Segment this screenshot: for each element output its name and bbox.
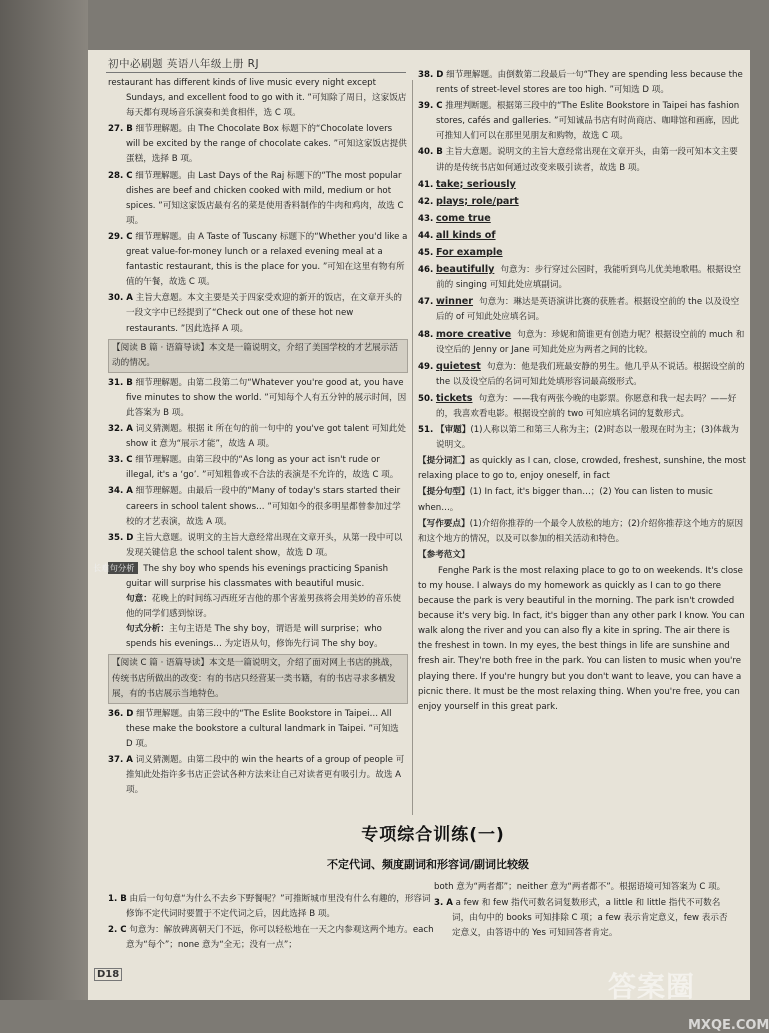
answer-explanation: 主旨大意题。说明文的主旨大意经常出现在文章开头，由第一段可知本文主要讲的是传统书店如何通过改变来吸引读者，故选 B 项。 — [436, 147, 738, 173]
answer-explanation: 主旨大意题。说明文的主旨大意经常出现在文章开头，从第一段中可以发现关键信息 the school talent show，故选 D 项。 — [126, 532, 403, 558]
answer-number: 2. C — [108, 925, 127, 935]
answer-explanation: a few 和 few 指代可数名词复数形式，a little 和 little 指代不可数名词，由句中的 books 可知排除 C 项；a few 表示肯定意义，few 表示否定意义，由答语中的 Yes 可知回答者肯定。 — [452, 898, 728, 938]
q51-number: 51. — [418, 425, 434, 436]
answer-number: 42. — [418, 196, 434, 207]
answer-word: beautifully — [435, 264, 495, 276]
analysis-label: 句式分析： — [126, 624, 169, 635]
answer-item — [108, 753, 408, 798]
long-sentence-tag: 长难句分析 — [108, 562, 138, 574]
answer-number: 38. D — [418, 70, 444, 80]
q51-points-text: (1)介绍你推荐的一个最令人放松的地方；(2)介绍你推荐这个地方的原因和这个地方的情况，以及可以参加的相关活动和特色。 — [418, 518, 744, 544]
q51-points-label: 【写作要点】 — [418, 518, 470, 529]
page-shadow — [0, 0, 88, 1000]
answer-item — [108, 422, 408, 452]
column-divider — [412, 80, 413, 815]
answer-explanation: 细节理解题。由第三段中的“The Eslite Bookstore in Taipei… All these make the bookstore a cultural landmark in Taipei. ”可知选 D 项。 — [126, 708, 399, 749]
fill-answer-item — [418, 391, 746, 422]
model-essay-paragraph: Fenghe Park is the most relaxing place to go to on weekends. It's close to my house. I always do my homework as quickly as I can to go there because the park is very beautiful in the morning. The park isn't crowded because it's very big. In fact, it's bigger than any other park I know. You can walk along the river and you can also fly a kite in spring. The air there is the freshest in town. In my eyes, the best things in life are sunshine and fresh air. They're both free in the park. You can listen to music when you're playing there. If you're hungry but you don't want to leave, you can have a picnic there. It must be the most relaxing thing. When you're free, you can enjoy yourself in this great park. — [418, 565, 745, 712]
answer-number: 47. — [418, 297, 434, 308]
meaning-text: 花晚上的时间练习西班牙吉他的那个害羞男孩将会用美妙的音乐使他的同学们感到惊讶。 — [126, 594, 402, 620]
fill-answer-item — [418, 245, 746, 261]
answer-item — [434, 896, 734, 941]
answer-explanation: 句意为：——我有两张今晚的电影票。你愿意和我一起去吗？——好的，我喜欢看电影。根据设空前的 two 可知应填名词的复数形式。 — [436, 393, 737, 419]
right-column — [418, 68, 746, 868]
answer-number: 29. C — [108, 231, 133, 242]
answer-explanation: 细节理解题。由第三段中的“As long as your act isn't rude or illegal, it's a ‘go’. ”可知粗鲁或不合法的表演是不允许的，故选 C 项。 — [126, 455, 399, 481]
long-sentence-analysis — [93, 562, 408, 653]
answer-word: come true — [435, 212, 491, 224]
answer-word: more creative — [435, 328, 512, 340]
q51-sentences-text: (1) In fact, it's bigger than…；(2) You can listen to music when…。 — [418, 487, 713, 513]
answer-word: all kinds of — [435, 229, 496, 241]
fill-answer-item — [418, 262, 746, 293]
answer-number: 34. A — [108, 486, 133, 497]
answer-explanation: 词义猜测题。由第二段中的 win the hearts of a group of people 可推知此处指许多书店正尝试各种方法来让自己对读者更有吸引力。故选 A 项。 — [126, 755, 405, 796]
section-title: 专项综合训练(一) — [361, 825, 505, 845]
answer-number: 45. — [418, 248, 434, 259]
answer-explanation: 句意为：解放碑离朝天门不远，你可以轻松地在一天之内参观这两个地方。each 意为“每个”；none 意为“全无；没有一点”； — [126, 925, 434, 950]
reading-b-guide: 【阅读 B 篇 · 语篇导读】本文是一篇说明文，介绍了美国学校的才艺展示活动的情况。 — [108, 339, 408, 373]
answer-item — [108, 923, 438, 953]
answer-item — [108, 707, 408, 752]
answer-explanation: 细节理解题。由第二段第二句“Whatever you're good at, you have five minutes to show the world. ”可知每个人有五分钟的展示时间，因此答案为 B 项。 — [126, 377, 407, 418]
answer-word: plays; role/part — [435, 195, 519, 207]
answer-explanation: 细节理解题。由最后一段中的“Many of today's stars started their careers in school talent shows… ”可知如今的很多明星都曾参加过学校的才艺表演，故选 A 项。 — [126, 486, 401, 527]
answer-item — [108, 230, 408, 290]
fill-answer-item — [418, 228, 746, 244]
answer-explanation: restaurant has different kinds of live music every night except Sundays, and excellent food to go with it. ”可知除了周日，这家饭店每天都有现场音乐演奏和美食相伴，选 C 项。 — [108, 78, 407, 119]
fill-answer-item — [418, 327, 746, 358]
answer-item — [418, 99, 746, 144]
q51-model-label: 【参考范文】 — [418, 549, 470, 560]
answer-number: 30. A — [108, 293, 133, 304]
section-subtitle: 不定代词、频度副词和形容词/副词比较级 — [326, 858, 530, 871]
q51-words-text: as quickly as I can, close, crowded, freshest, sunshine, the most relaxing place to go to, enjoy oneself, in fact — [418, 456, 746, 482]
answer-item — [108, 531, 408, 561]
answer-number: 50. — [418, 393, 434, 404]
fill-answer-item — [418, 211, 746, 227]
answer-item — [108, 892, 438, 922]
answer-explanation: both 意为“两者都”；neither 意为“两者都不”。根据语境可知答案为 C 项。 — [434, 882, 726, 892]
q51-shenti-label: 【审题】 — [435, 425, 471, 436]
reading-c-guide: 【阅读 C 篇 · 语篇导读】本文是一篇说明文，介绍了面对网上书店的挑战，传统书店所做出的改变：有的书店只经营某一类书籍，有的书店寻求多栖发展，有的书店展示当地特色。 — [108, 654, 408, 703]
answer-item — [108, 122, 408, 167]
answer-word: quietest — [435, 360, 481, 372]
left-column — [93, 76, 408, 821]
answer-item — [418, 68, 746, 98]
answer-number: 1. B — [108, 894, 127, 904]
answer-number: 43. — [418, 213, 434, 224]
analysis-text: 主句主语是 The shy boy，谓语是 will surprise；who spends his evenings… 为定语从句，修饰先行词 The shy boy。 — [126, 624, 383, 650]
answer-word: winner — [435, 296, 474, 308]
model-essay — [418, 564, 746, 715]
answer-word: take; seriously — [435, 178, 516, 190]
fill-answer-item — [418, 177, 746, 193]
answer-explanation: 细节理解题。由 A Taste of Tuscany 标题下的“Whether you'd like a great value-for-money lunch or a relaxed evening meal at a fantastic restaurant, this is the place for you. ”可知在这里有物有所值的午餐，故选 C 项。 — [126, 231, 408, 288]
answer-item — [108, 484, 408, 529]
answer-word: tickets — [435, 392, 473, 404]
answer-number: 35. D — [108, 532, 134, 543]
fill-answer-item — [418, 359, 746, 390]
answer-number: 3. A — [434, 898, 453, 908]
answer-item — [418, 145, 746, 175]
answer-word: For example — [435, 247, 503, 259]
answer-explanation: 句意为：琳达是英语演讲比赛的获胜者。根据设空前的 the 以及设空后的 of 可知此处应填名词。 — [436, 297, 740, 323]
answer-item — [108, 76, 408, 121]
answer-item — [108, 376, 408, 421]
q51-words-label: 【提分词汇】 — [418, 456, 470, 467]
answer-item — [108, 453, 408, 483]
answer-item — [434, 880, 734, 895]
answer-number: 46. — [418, 265, 434, 276]
document-page — [88, 50, 769, 1033]
fill-answer-item — [418, 194, 746, 210]
answer-explanation: 词义猜测题。根据 it 所在句的前一句中的 you've got talent 可知此处 show it 意为“展示才能”，故选 A 项。 — [126, 424, 406, 450]
q51-words — [418, 454, 746, 484]
answer-explanation: 句意为：珍妮和简谁更有创造力呢？根据设空前的 much 和设空后的 Jenny or Jane 可知此处应为两者之间的比较。 — [436, 329, 745, 355]
page-header: 初中必刷题 英语八年级上册 RJ — [108, 58, 260, 70]
fill-answer-item — [418, 294, 746, 325]
q51-points — [418, 517, 746, 547]
answer-number: 41. — [418, 179, 434, 190]
answer-number: 28. C — [108, 170, 133, 181]
q51-shenti: (1)人称以第二和第三人称为主；(2)时态以一般现在时为主；(3)体裁为说明文。 — [436, 425, 739, 451]
watermark-logo: 答案圈 — [608, 970, 696, 1003]
answer-number: 44. — [418, 230, 434, 241]
answer-explanation: 细节理解题。由 The Chocolate Box 标题下的“Chocolate lovers will be excited by the range of chocolate cakes. ”可知这家饭店提供蛋糕，选择 B 项。 — [126, 124, 407, 165]
answer-explanation: 细节理解题。由 Last Days of the Raj 标题下的“The most popular dishes are beef and chicken cooked with mild, medium or hot spices. ”可知这家饭店最有名的菜是使用香料制作的牛肉和鸡肉，故选 C 项。 — [126, 170, 404, 226]
q51-model-label-row — [418, 548, 746, 563]
page-number: D18 — [94, 968, 122, 981]
header-rule — [106, 72, 406, 73]
answer-number: 33. C — [108, 455, 133, 466]
q51-block — [418, 423, 746, 453]
bottom-left-answers — [108, 892, 438, 954]
long-sentence-text: The shy boy who spends his evenings practicing Spanish guitar will surprise his classmates with beautiful music. — [126, 563, 389, 589]
q51-sentences — [418, 485, 746, 515]
meaning-label: 句意： — [126, 594, 152, 605]
answer-explanation: 句意为：步行穿过公园时，我能听到鸟儿优美地歌唱。根据设空前的 singing 可知此处应填副词。 — [436, 265, 741, 291]
answer-item — [108, 169, 408, 229]
watermark-url: MXQE.COM — [688, 1018, 769, 1033]
bottom-right-answers — [434, 880, 734, 942]
q51-sentences-label: 【提分句型】 — [418, 487, 470, 498]
answer-number: 27. B — [108, 124, 133, 135]
answer-explanation: 主旨大意题。本文主要是关于四家受欢迎的新开的饭店，在文章开头的一段文字中已经提到了“Check out one of these hot new restaurants. ”因此选择 A 项。 — [126, 293, 403, 334]
answer-number: 31. B — [108, 377, 133, 388]
answer-number: 37. A — [108, 755, 133, 766]
answer-explanation: 句意为：他是我们班最安静的男生。他几乎从不说话。根据设空前的 the 以及设空后的名词可知此处填形容词最高级形式。 — [436, 361, 745, 387]
answer-explanation: 推理判断题。根据第三段中的“The Eslite Bookstore in Taipei has fashion stores, cafés and galleries. ”可知诚品书店有时尚商店、咖啡馆和画廊，因此可推知人们可以在那里见朋友和购物，故选 C 项。 — [436, 101, 740, 142]
answer-number: 49. — [418, 361, 434, 372]
answer-number: 48. — [418, 329, 434, 340]
answer-number: 40. B — [418, 147, 443, 158]
answer-explanation: 由后一句句意“为什么不去乡下野餐呢？”可推断城市里没有什么有趣的，形容词修饰不定代词时要置于不定代词之后，因此选择 B 项。 — [126, 894, 431, 919]
answer-explanation: 细节理解题。由倒数第二段最后一句“They are spending less because the rents of street-level stores are too high. ”可知选 D 项。 — [436, 70, 743, 96]
answer-item — [108, 291, 408, 336]
answer-number: 32. A — [108, 424, 133, 435]
answer-number: 39. C — [418, 101, 443, 112]
answer-number: 36. D — [108, 708, 134, 719]
